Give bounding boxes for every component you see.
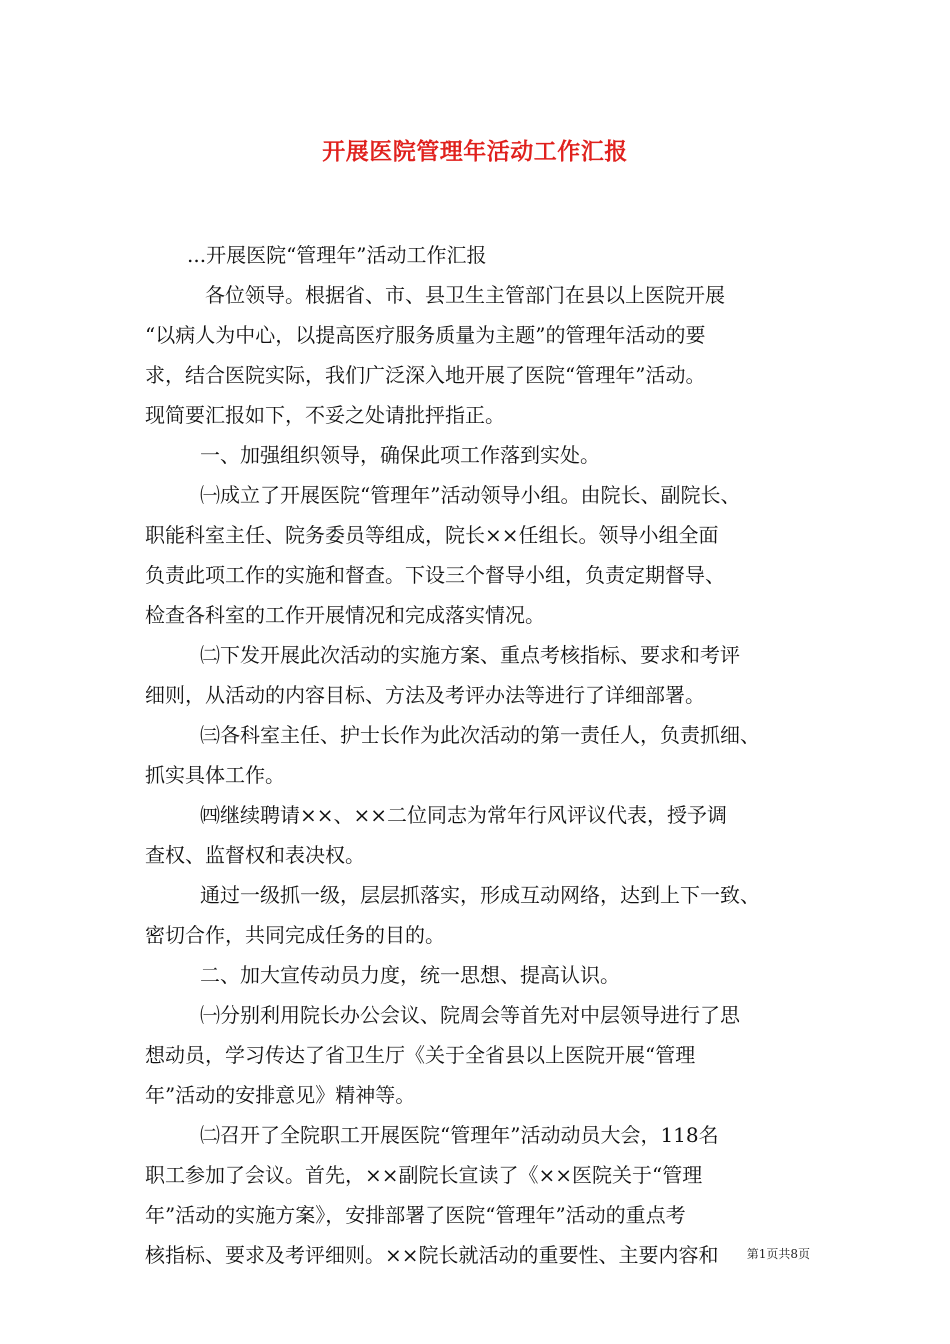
text-line: 抓实具体工作。 <box>145 763 285 787</box>
section-heading: 二、加大宣传动员力度，统一思想、提高认识。 <box>200 963 620 987</box>
text-line: ㈢各科室主任、护士长作为此次活动的第一责任人，负责抓细、 <box>200 723 760 747</box>
document-body <box>145 240 825 1265</box>
text-line: 职能科室主任、院务委员等组成，院长××任组长。领导小组全面 <box>145 523 719 547</box>
text-line: 通过一级抓一级，层层抓落实，形成互动网络，达到上下一致、 <box>200 883 760 907</box>
text-line: 求，结合医院实际，我们广泛深入地开展了医院“管理年”活动。 <box>145 363 706 387</box>
text-line: 现简要汇报如下，不妥之处请批抨指正。 <box>145 403 505 427</box>
text-line: 检查各科室的工作开展情况和完成落实情况。 <box>145 603 545 627</box>
text-line: 核指标、要求及考评细则。××院长就活动的重要性、主要内容和 <box>145 1243 719 1267</box>
text-line: 想动员，学习传达了省卫生厅《关于全省县以上医院开展“管理 <box>145 1043 696 1067</box>
text-line: 年”活动的实施方案》，安排部署了医院“管理年”活动的重点考 <box>145 1203 686 1227</box>
text-line: “以病人为中心，以提高医疗服务质量为主题”的管理年活动的要 <box>145 323 706 347</box>
text-line: 年”活动的安排意见》精神等。 <box>145 1083 416 1107</box>
text-line: 查权、监督权和表决权。 <box>145 843 365 867</box>
text-line: ㈡召开了全院职工开展医院“管理年”活动动员大会，118名 <box>200 1123 719 1147</box>
text-line: ㈠分别利用院长办公会议、院周会等首先对中层领导进行了思 <box>200 1003 740 1027</box>
section-heading: 一、加强组织领导，确保此项工作落到实处。 <box>200 443 600 467</box>
text-line: 负责此项工作的实施和督查。下设三个督导小组，负责定期督导、 <box>145 563 725 587</box>
text-line: 各位领导。根据省、市、县卫生主管部门在县以上医院开展 <box>205 283 725 307</box>
text-line: ㈠成立了开展医院“管理年”活动领导小组。由院长、副院长、 <box>200 483 741 507</box>
text-line: ...开展医院“管理年”活动工作汇报 <box>187 243 487 267</box>
page-number: 第1页共8页 <box>746 1247 810 1261</box>
text-line: ㈡下发开展此次活动的实施方案、重点考核指标、要求和考评 <box>200 643 740 667</box>
text-line: 细则，从活动的内容目标、方法及考评办法等进行了详细部署。 <box>145 683 705 707</box>
document-title: 开展医院管理年活动工作汇报 <box>322 138 628 165</box>
text-line: ㈣继续聘请××、××二位同志为常年行风评议代表，授予调 <box>200 803 728 827</box>
text-line: 职工参加了会议。首先，××副院长宣读了《××医院关于“管理 <box>145 1163 703 1187</box>
text-line: 密切合作，共同完成任务的目的。 <box>145 923 445 947</box>
